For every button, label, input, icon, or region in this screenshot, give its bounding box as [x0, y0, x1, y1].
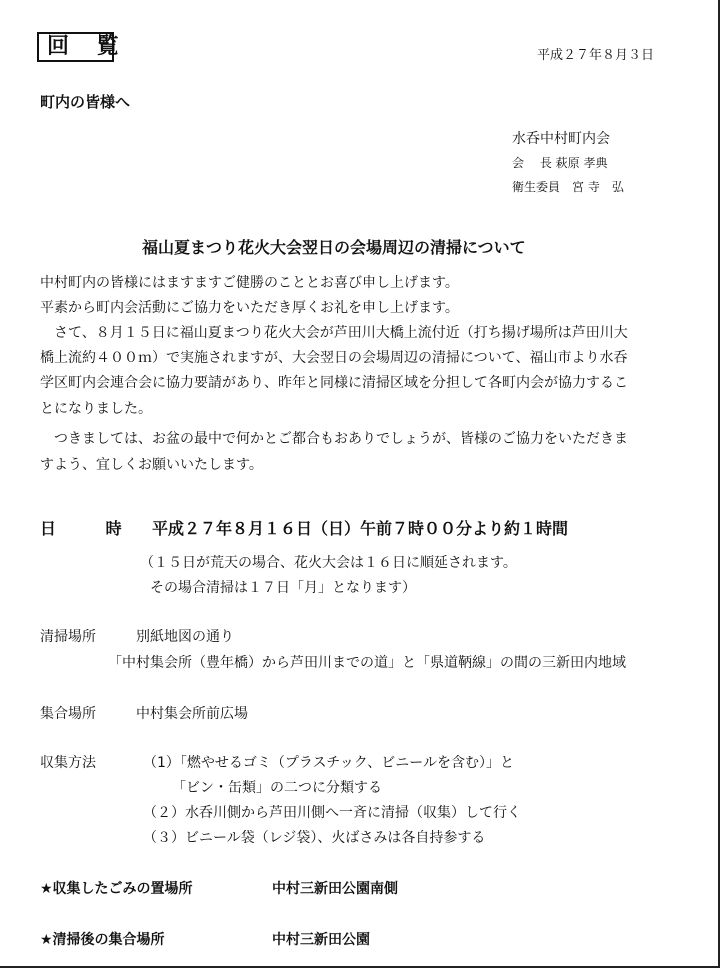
- method-item: 「ビン・缶類」の二つに分類する: [172, 780, 382, 796]
- after-meeting-label: ★清掃後の集合場所: [40, 932, 165, 948]
- method-item: （３）ビニール袋（レジ袋）、火ばさみは各自持参する: [143, 830, 486, 846]
- body-line: 中村町内の皆様にはますますご健勝のこととお喜び申し上げます。: [40, 275, 459, 291]
- place-detail: 「中村集会所（豊年橋）から芦田川までの道」と「県道鞆線」の間の三新田内地域: [108, 655, 626, 671]
- method-item: （２）水呑川側から芦田川側へ一斉に清掃（収集）して行く: [143, 805, 521, 821]
- schedule-note: （１５日が荒天の場合、花火大会は１６日に順延されます。: [140, 555, 517, 571]
- document-title: 福山夏まつり花火大会翌日の会場周辺の清掃について: [142, 238, 526, 257]
- method-label: 収集方法: [40, 755, 96, 771]
- circular-notice-label: 回 覧: [37, 32, 114, 62]
- body-line: とになりました。: [40, 401, 152, 417]
- body-line: つきましては、お盆の最中で何かとご都合もおありでしょうが、皆様のご協力をいただきま: [40, 431, 628, 447]
- body-line: 平素から町内会活動にご協力をいただき厚くお礼を申し上げます。: [40, 300, 459, 316]
- method-item: （1）「燃やせるゴミ（プラスチック、ビニールを含む）」と: [143, 755, 514, 771]
- after-meeting-value: 中村三新田公園: [272, 932, 370, 948]
- sender-sanitation: 衛生委員 宮 寺 弘: [512, 180, 624, 194]
- garbage-place-value: 中村三新田公園南側: [272, 881, 398, 897]
- meeting-value: 中村集会所前広場: [136, 706, 248, 722]
- schedule-value: 平成２７年８月１６日（日）午前７時００分より約１時間: [152, 519, 569, 538]
- garbage-place-label: ★収集したごみの置場所: [40, 881, 193, 897]
- organization-name: 水呑中村町内会: [512, 131, 610, 147]
- body-line: 学区町内会連合会に協力要請があり、昨年と同様に清掃区域を分担して各町内会が協力するこ: [40, 375, 628, 391]
- place-label: 清掃場所: [40, 629, 96, 645]
- addressee: 町内の皆様へ: [40, 93, 131, 111]
- sender-chairman: 会 長 萩原 孝典: [512, 156, 608, 170]
- body-line: すよう、宜しくお願いいたします。: [40, 457, 263, 473]
- body-line: さて、８月１５日に福山夏まつり花火大会が芦田川大橋上流付近（打ち揚げ場所は芦田川大: [40, 325, 628, 341]
- body-line: 橋上流約４００ｍ）で実施されますが、大会翌日の会場周辺の清掃について、福山市より水呑: [40, 350, 628, 366]
- meeting-label: 集合場所: [40, 706, 96, 722]
- issue-date: 平成２７年８月３日: [537, 48, 655, 63]
- schedule-label: 日 時: [40, 519, 144, 538]
- place-value: 別紙地図の通り: [136, 629, 234, 645]
- schedule-note: その場合清掃は１７日「月」となります）: [150, 580, 416, 596]
